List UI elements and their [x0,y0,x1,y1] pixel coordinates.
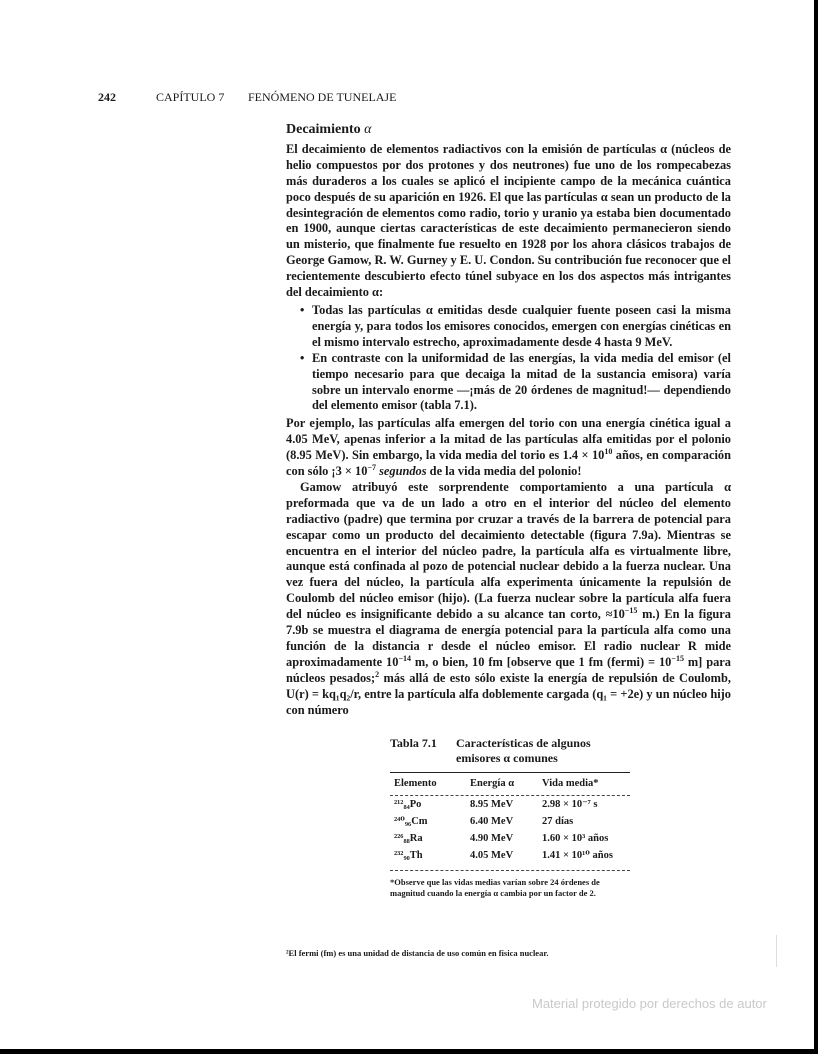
section-heading: Decaimiento α [286,122,372,137]
bullet-list [286,303,731,414]
table-row: ²⁴⁰₉₆Cm 6.40 MeV 27 días [394,816,574,827]
footnote-ref: 2 [375,669,380,679]
paragraph-gamow: Gamow atribuyó este sorprendente comportamiento a una partícula α preformada que va de un lado a otro en el interior del núcleo del elemento radiactivo (padre) que termina por cruzar a través de la barrera de potencial para escapar como un producto del decaimiento detectable (figura 7.9a). Mientras se encuentra en el interior del núcleo padre, la partícula alfa es virtualmente libre, aunque está confinada al pozo de potencial nuclear debido a la fuerza nuclear. Una vez fuera del núcleo, la partícula alfa experimenta únicamente la repulsión de Coulomb del núcleo emisor (hijo). (La fuerza nuclear sobre la partícula alfa fuera del núcleo es insignificante debido a su alcance tan corto, $\approx 10^{-15}$ m.) En la figura 7.9b se muestra el diagrama de energía potencial para la partícula alfa como una función de la distancia r desde el núcleo emisor. El radio nuclear R mide aproximadamente $10^{-14}$ m, o bien, 10 fm [observe que 1 fm (fermi) = $10^{-15}$ m] para núcleos pesados;$^2$ más allá de esto sólo existe la energía de repulsión de Coulomb, U(r) = kq₁q₂/r, entre la partícula alfa doblemente cargada (q₁ = +2e) y un núcleo hijo con número [286,479,731,717]
table-7-1 [390,736,630,899]
main-text-column [286,122,731,719]
emitters-table [390,773,630,864]
chapter-title: FENÓMENO DE TUNELAJE [248,90,397,104]
table-row: ²³²₉₀Th 4.05 MeV 1.41 × 10¹⁰ años [394,850,613,861]
bullet-item: • En contraste con la uniformidad de las energías, la vida media del emisor (el tiempo necesario para que decaiga la mitad de la sustancia emisora) varía sobre un intervalo enorme —¡más de 20 órdenes de magnitud!— dependiendo del elemento emisor (tabla 7.1). [312,351,731,415]
table-note: *Observe que las vidas medias varían sobre 24 órdenes de magnitud cuando la energía α cambia por un factor de 2. [390,877,600,898]
edge-mark [776,935,777,967]
col-header-half-life: Vida media* [542,778,599,789]
col-header-energy: Energía α [470,778,515,789]
page-number: 242 [98,90,116,104]
chapter-label: CAPÍTULO 7 [156,90,225,104]
table-row: ²¹²₈₄Po 8.95 MeV 2.98 × 10⁻⁷ s [394,799,598,810]
table-row: ²²⁶₈₈Ra 4.90 MeV 1.60 × 10³ años [394,833,609,844]
col-header-element: Elemento [394,778,437,789]
table-caption: Tabla 7.1 Características de algunos emisores α comunes [390,736,591,765]
paragraph-intro: El decaimiento de elementos radiactivos con la emisión de partículas α (núcleos de helio compuestos por dos protones y dos neutrones) fue uno de los rompecabezas más duraderos a los cuales se aplicó el incipiente campo de la mecánica cuántica poco después de su aparición en 1926. El que las partículas α sean un producto de la desintegración de elementos como radio, torio y uranio ya estaba bien documentado en 1900, aunque ciertas características de este decaimiento permanecieron siendo un misterio, que finalmente fue resuelto en 1928 por los ahora clásicos trabajos de George Gamow, R. W. Gurney y E. U. Condon. Su contribución fue reconocer que el recientemente descubierto efecto túnel subyace en los dos aspectos más intrigantes del decaimiento α: [286,141,731,300]
bullet-item: • Todas las partículas α emitidas desde cualquier fuente poseen casi la misma energía y, para todos los emisores conocidos, emergen con energías cinéticas en el mismo intervalo estrecho, aproximadamente desde 4 hasta 9 MeV. [312,303,731,351]
copyright-watermark: Material protegido por derechos de autor [532,996,767,1011]
table-header-row [390,773,630,792]
footnote: ²El fermi (fm) es una unidad de distancia de uso común en física nuclear. [286,948,549,958]
paragraph-example: Por ejemplo, las partículas alfa emergen del torio con una energía cinética igual a 4.05 MeV, apenas inferior a la mitad de las partículas alfa emitidas por el polonio (8.95 MeV). Sin embargo, la vida media del torio es $1.4 \times 10^{10}$ años, en comparación con sólo ¡$3 \times 10^{-7}$ segundos de la vida media del polonio! [286,416,731,479]
